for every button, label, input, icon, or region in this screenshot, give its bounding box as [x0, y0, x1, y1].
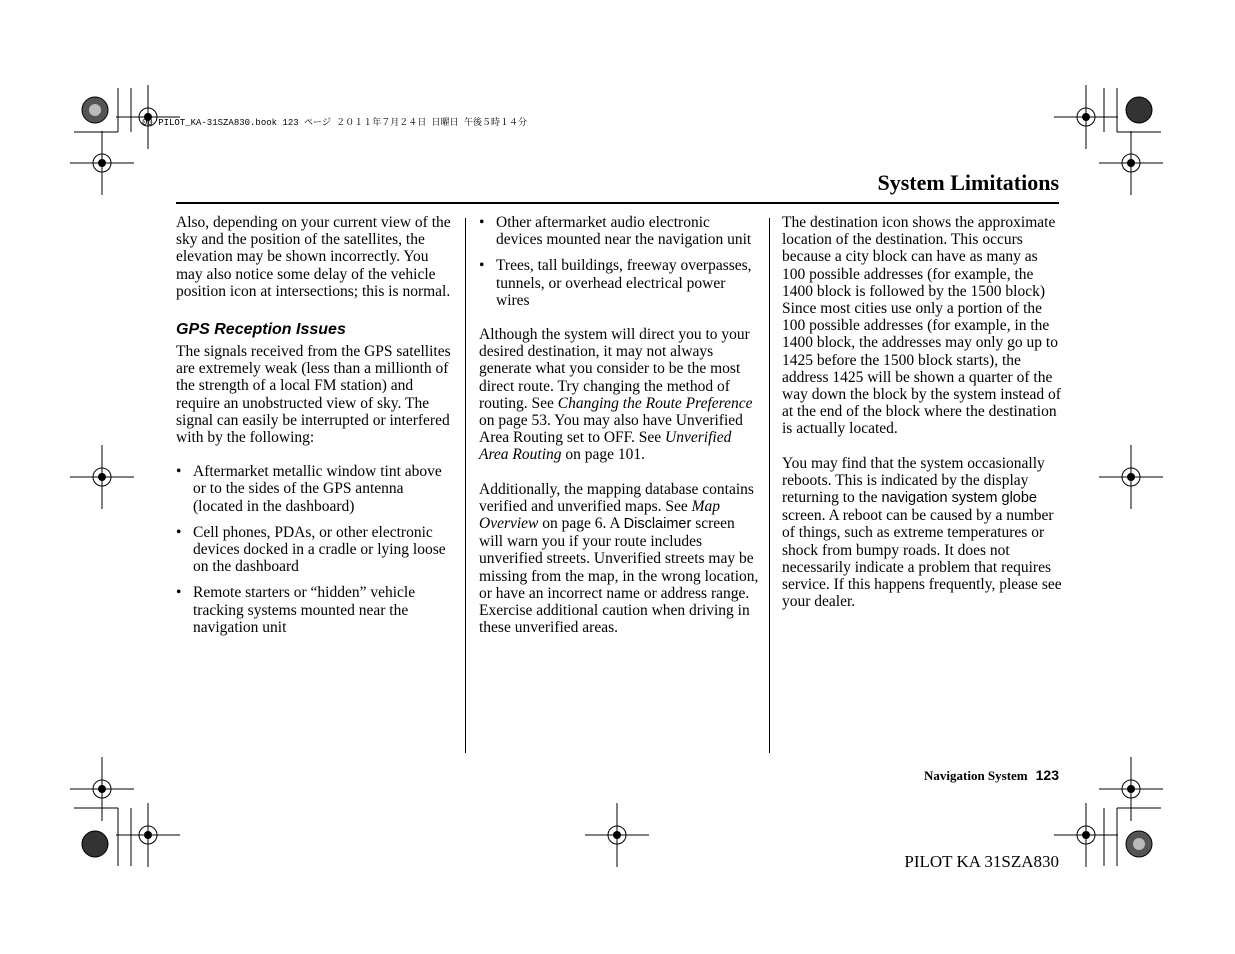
title-rule: [176, 202, 1059, 204]
paragraph: [782, 455, 1062, 611]
footer-code: PILOT KA 31SZA830: [904, 852, 1059, 871]
cross-reference-link[interactable]: Map Overview: [479, 497, 721, 533]
paragraph: The signals received from the GPS satellites are extremely weak (less than a millionth of the strength of a local FM station) and require an unobstructed view of sky. The signal can easily be interrupted or interfered with by the following:: [176, 343, 451, 447]
cross-reference-link[interactable]: Changing the Route Preference: [557, 394, 753, 412]
column-3: [782, 214, 1062, 627]
text-run: on page 53. You may also have Unverified Area Routing set to OFF. See: [479, 412, 743, 447]
bullet-list: [479, 214, 759, 309]
text-run: Although the system will direct you to your desired destination, it may not always generate what you consider to be the most direct route. Try changing the method of routing. See: [479, 326, 750, 412]
text-run: Additionally, the mapping database contains verified and unverified maps. See: [479, 480, 754, 515]
list-item: • Aftermarket metallic window tint above or to the sides of the GPS antenna (located in the dashboard): [176, 463, 456, 515]
page-title: System Limitations: [877, 170, 1059, 195]
footer-section: [924, 767, 1059, 784]
paragraph: Also, depending on your current view of the sky and the position of the satellites, the elevation may be shown incorrectly. You may also notice some delay of the vehicle position icon at intersections; this is normal.: [176, 214, 451, 300]
paragraph: [479, 481, 759, 637]
text-run: on page 101.: [561, 446, 646, 464]
column-divider: [769, 218, 770, 753]
list-item: • Cell phones, PDAs, or other electronic devices docked in a cradle or lying loose on the dashboard: [176, 524, 456, 576]
screen-name: Disclaimer: [623, 516, 692, 533]
section-heading: GPS Reception Issues: [176, 321, 346, 339]
text-run: screen. A reboot can be caused by a number of things, such as extreme temperatures or shock from bumpy roads. It does not necessarily indicate a problem that requires service. If this happens frequently, please see your dealer.: [782, 507, 1062, 611]
paragraph: The destination icon shows the approximate location of the destination. This occurs because a city block can have as many as 100 possible addresses (for example, the 1400 block is followed by the 1500 block) Since most cities use only a portion of the 100 possible addresses (for example, in the 1400 block, the addresses may only go up to 1425 before the 1500 block starts), the address 1425 will be shown a quarter of the way down the block by the system instead of at the end of the block where the destination is actually located.: [782, 214, 1061, 438]
print-info: 00 PILOT_KA-31SZA830.book 123 ページ ２０１１年７月２４日 日曜日 午後５時１４分: [142, 118, 528, 128]
column-divider: [465, 218, 466, 753]
list-item: • Other aftermarket audio electronic devices mounted near the navigation unit: [479, 214, 759, 248]
footer-section-name: Navigation System: [924, 768, 1028, 783]
text-run: on page 6. A: [538, 515, 624, 533]
column-1: [176, 214, 456, 653]
text-run: You may find that the system occasionally reboots. This is indicated by the display returning to the: [782, 454, 1045, 507]
list-item: • Remote starters or “hidden” vehicle tracking systems mounted near the navigation unit: [176, 584, 456, 636]
list-item: • Trees, tall buildings, freeway overpasses, tunnels, or overhead electrical power wires: [479, 257, 759, 309]
bullet-list: [176, 463, 456, 636]
column-2: [479, 214, 759, 653]
page-number: 123: [1035, 767, 1059, 783]
cross-reference-link[interactable]: Unverified Area Routing: [479, 429, 732, 464]
screen-name: navigation system globe: [881, 490, 1038, 507]
text-run: screen will warn you if your route includes unverified streets. Unverified streets may be missing from the map, in the wrong location, or have an incorrect name or address range. Exercise additional caution when driving in these unverified areas.: [479, 515, 759, 637]
paragraph: [479, 326, 759, 464]
